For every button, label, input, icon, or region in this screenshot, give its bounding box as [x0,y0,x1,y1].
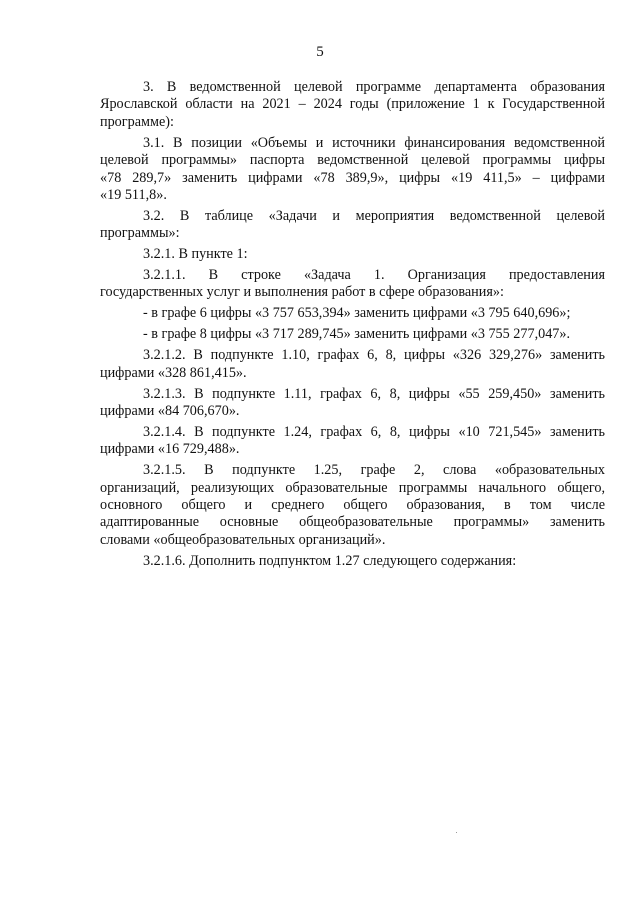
document-body [100,79,605,570]
scan-speck [456,832,457,833]
paragraph-graph-6 [100,305,605,322]
text-line: - в графе 8 цифры «3 717 289,745» заменить цифрами «3 755 277,047». [143,326,571,343]
paragraph-3-2-1-1 [100,267,605,302]
text-line: 3.2.1.3. В подпункте 1.11, графах 6, 8, цифры «55 259,450» заменить [143,385,605,402]
text-line: 3.2.1.5. В подпункте 1.25, графе 2, слова «образовательных [143,462,605,479]
paragraph-3-2-1 [100,246,605,263]
paragraph-3-2-1-6 [100,553,605,570]
paragraph-3-1 [100,135,605,205]
text-line: организаций, реализующих образовательные программы начального общего, [100,479,605,496]
text-line: «19 511,8». [100,186,167,203]
text-line: «78 289,7» заменить цифрами «78 389,9», цифры «19 411,5» – цифрами [100,169,605,186]
text-line: цифрами «84 706,670». [100,402,240,419]
paragraph-3-2-1-5 [100,462,605,549]
paragraph-3-2 [100,208,605,243]
text-line: государственных услуг и выполнения работ в сфере образования»: [100,284,504,301]
text-line: программе): [100,113,174,130]
text-line: 3.2. В таблице «Задачи и мероприятия ведомственной целевой [143,207,605,224]
text-line: цифрами «16 729,488». [100,441,240,458]
page-number: 5 [316,44,324,60]
text-line: словами «общеобразовательных организаций». [100,531,386,548]
text-line: 3.2.1.2. В подпункте 1.10, графах 6, 8, цифры «326 329,276» заменить [143,347,605,364]
text-line: 3. В ведомственной целевой программе департамента образования [143,79,605,95]
text-line: адаптированные основные общеобразовательные программы» заменить [100,514,605,531]
text-line: - в графе 6 цифры «3 757 653,394» заменить цифрами «3 795 640,696»; [143,305,571,322]
text-line: 3.2.1. В пункте 1: [143,246,248,263]
text-line: 3.2.1.4. В подпункте 1.24, графах 6, 8, цифры «10 721,545» заменить [143,423,605,440]
text-line: 3.2.1.6. Дополнить подпунктом 1.27 следующего содержания: [143,552,517,569]
text-line: программы»: [100,225,180,242]
paragraph-3 [100,79,605,131]
text-line: Ярославской области на 2021 – 2024 годы (приложение 1 к Государственной [100,96,605,113]
text-line: 3.1. В позиции «Объемы и источники финансирования ведомственной [143,134,605,151]
paragraph-3-2-1-2 [100,347,605,382]
paragraph-3-2-1-4 [100,424,605,459]
text-line: целевой программы» паспорта ведомственной целевой программы цифры [100,152,605,169]
paragraph-graph-8 [100,326,605,343]
text-line: основного общего и среднего общего образования, в том числе [100,496,605,513]
paragraph-3-2-1-3 [100,386,605,421]
text-line: 3.2.1.1. В строке «Задача 1. Организация предоставления [143,267,605,284]
text-line: цифрами «328 861,415». [100,364,247,381]
